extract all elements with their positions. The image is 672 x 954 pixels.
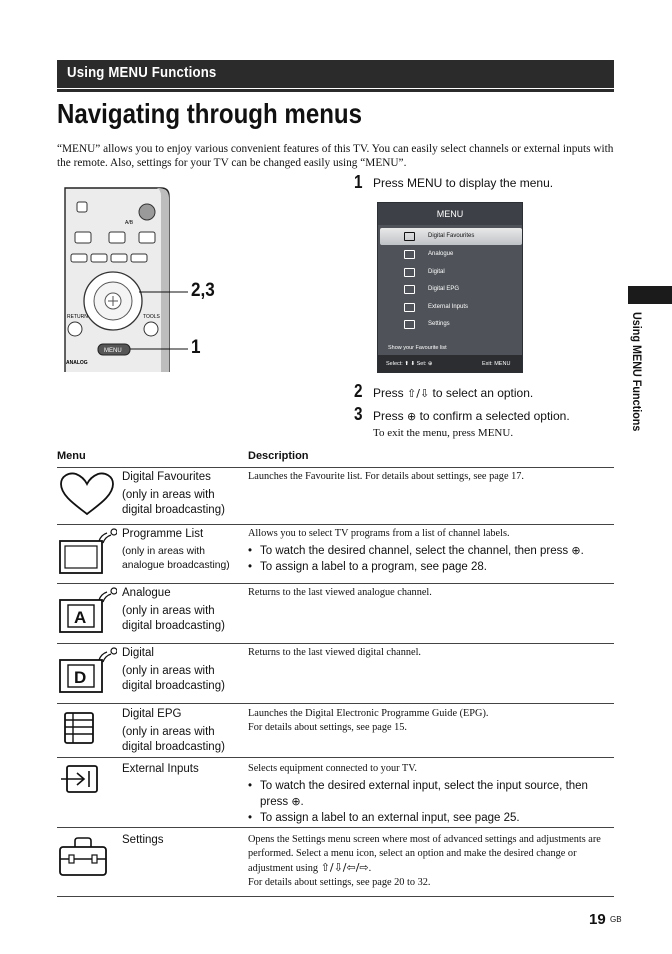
tv-menu-item-analogue: Analogue [380, 246, 522, 263]
row-description [248, 527, 614, 575]
table-header-menu: Menu [57, 450, 86, 462]
programme-list-icon [57, 527, 117, 577]
callout-step-1: 1 [191, 337, 201, 358]
row-name: Digital EPG [122, 708, 182, 720]
digital-icon [57, 646, 117, 696]
section-header-bar [57, 60, 614, 88]
tv-menu-item-digital: Digital [380, 264, 522, 281]
row-bullet: • To watch the desired external input, select the input source, then press ⊕. [248, 778, 614, 810]
table-rule [57, 583, 614, 584]
step-3-number: 3 [354, 404, 363, 424]
row-description-text: Selects equipment connected to your TV. [248, 763, 417, 774]
table-row [57, 646, 614, 701]
enter-button-icon: ⊕ [407, 410, 417, 423]
table-header-description: Description [248, 450, 309, 462]
step-3-text: Press ⊕ to confirm a selected option. [373, 409, 570, 423]
step-1-number: 1 [354, 172, 363, 192]
page-title: Navigating through menus [57, 98, 363, 129]
side-tab-marker [628, 286, 672, 304]
row-name: Settings [122, 834, 164, 846]
table-row [57, 707, 614, 757]
four-way-arrow-icon: ⇧/⇩/⇦/⇨ [320, 861, 369, 874]
external-input-icon [57, 762, 117, 812]
table-rule [57, 643, 614, 644]
row-name: Analogue [122, 587, 171, 599]
section-header-rule [57, 89, 614, 92]
intro-paragraph: “MENU” allows you to enjoy various convenient features of this TV. You can easily select channels or external inputs with the remote. Also, settings for your TV can be changed easily using “MENU”. [57, 143, 614, 169]
up-down-arrow-icon: ⇧/⇩ [407, 387, 430, 400]
row-note: (only in areas with digital broadcasting) [122, 489, 225, 516]
row-description-text: For details about settings, see page 15. [248, 722, 407, 733]
row-note: (only in areas with digital broadcasting) [122, 726, 225, 753]
toolbox-settings-icon [57, 833, 117, 883]
tv-menu-item-external-inputs: External Inputs [380, 299, 522, 316]
callout-steps-2-3: 2,3 [191, 280, 215, 301]
remote-return-label: RETURN [67, 314, 88, 320]
remote-tools-label: TOOLS [143, 314, 160, 320]
svg-text:A: A [74, 608, 87, 627]
row-bullet: • To watch the desired channel, select the channel, then press ⊕. [248, 543, 614, 559]
table-rule [57, 896, 614, 897]
tv-menu-title: MENU [378, 203, 522, 225]
tv-menu-footer [378, 355, 522, 373]
remote-menu-label: MENU [104, 348, 122, 354]
row-description [248, 762, 614, 826]
step-3-subtext: To exit the menu, press MENU. [373, 427, 514, 439]
table-row [57, 470, 614, 522]
step-1-text: Press MENU to display the menu. [373, 176, 554, 190]
enter-button-icon: ⊕ [571, 544, 581, 557]
row-description [248, 707, 614, 735]
row-description: Returns to the last viewed digital channel. [248, 647, 422, 658]
page-region: GB [610, 915, 622, 924]
tv-menu-screenshot [377, 202, 523, 373]
tv-menu-item-digital-favourites: Digital Favourites [380, 228, 522, 245]
row-name: Digital [122, 647, 154, 659]
row-bullet: • To assign a label to an external input, see page 25. [248, 810, 614, 826]
remote-ab-label: A/B [125, 220, 134, 226]
row-description-text: Opens the Settings menu screen where most of advanced settings and adjustments are performed. Select a menu icon, select an option and make the desired change or adjustment using ⇧/⇩/⇦/⇨. [248, 834, 601, 874]
table-rule [57, 703, 614, 704]
step-2-number: 2 [354, 381, 363, 401]
enter-button-icon: ⊕ [291, 795, 301, 808]
step-2-text: Press ⇧/⇩ to select an option. [373, 386, 534, 400]
row-bullet: • To assign a label to a program, see page 28. [248, 559, 614, 575]
row-name: External Inputs [122, 763, 199, 775]
section-header-title: Using MENU Functions [67, 64, 217, 81]
remote-control-illustration [57, 184, 181, 372]
tv-menu-item-digital-epg: Digital EPG [380, 281, 522, 298]
row-name: Digital Favourites [122, 471, 211, 483]
remote-analog-label: ANALOG [66, 360, 88, 366]
row-description: Launches the Favourite list. For details about settings, see page 17. [248, 471, 524, 482]
table-row [57, 586, 614, 640]
analogue-icon [57, 586, 117, 636]
row-description-text: For details about settings, see page 20 to 32. [248, 877, 431, 888]
side-tab-label: Using MENU Functions [630, 312, 644, 432]
row-name: Programme List [122, 528, 204, 540]
svg-text:D: D [74, 668, 87, 687]
table-rule [57, 467, 614, 468]
table-row [57, 527, 614, 582]
row-description: Returns to the last viewed analogue channel. [248, 587, 432, 598]
row-description [248, 833, 614, 890]
table-rule [57, 757, 614, 758]
row-note: (only in areas with analogue broadcasting) [122, 546, 230, 571]
tv-menu-item-settings: Settings [380, 316, 522, 333]
tv-menu-hint: Show your Favourite list [388, 345, 447, 351]
page-number: 19 [589, 911, 606, 928]
row-description-text: Launches the Digital Electronic Programme Guide (EPG). [248, 708, 489, 719]
tv-menu-footer-exit: Exit: MENU [482, 361, 511, 367]
table-rule [57, 827, 614, 828]
tv-menu-footer-select: Select: ⬆ ⬇ Set: ⊕ [386, 361, 433, 367]
heart-icon [57, 470, 117, 520]
table-rule [57, 524, 614, 525]
row-description-text: Allows you to select TV programs from a list of channel labels. [248, 528, 510, 539]
table-row [57, 833, 614, 895]
epg-list-icon [57, 707, 117, 757]
row-note: (only in areas with digital broadcasting) [122, 605, 225, 632]
row-note: (only in areas with digital broadcasting) [122, 665, 225, 692]
table-row [57, 762, 614, 826]
